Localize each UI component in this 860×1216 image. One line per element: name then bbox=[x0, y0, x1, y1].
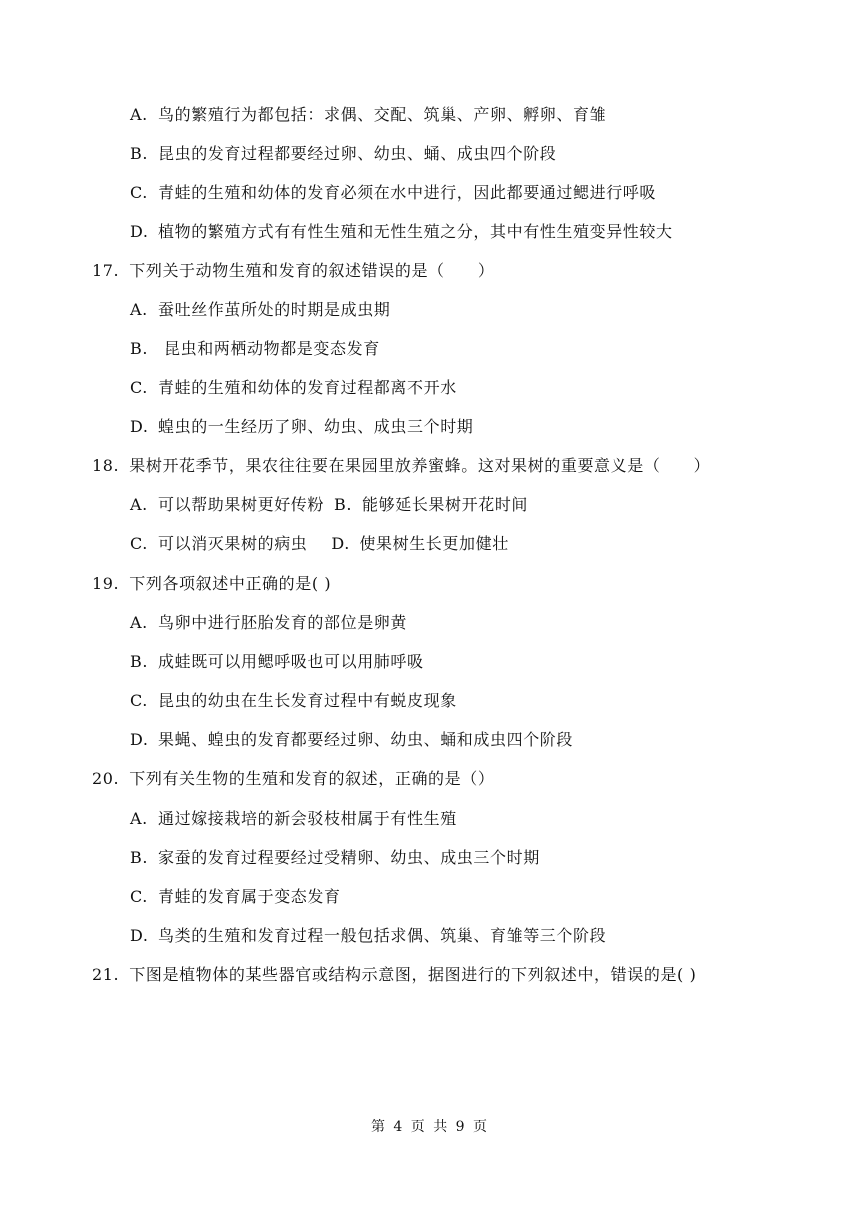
q17-option-b bbox=[130, 338, 380, 360]
option-label: A. bbox=[130, 809, 148, 828]
question-number: 20. bbox=[92, 769, 120, 788]
option-text: 通过嫁接栽培的新会驳枝柑属于有性生殖 bbox=[158, 809, 457, 828]
option-text: 昆虫的幼虫在生长发育过程中有蜕皮现象 bbox=[158, 691, 457, 710]
page-footer: 第 4 页 共 9 页 bbox=[370, 1119, 490, 1135]
option-label: D. bbox=[130, 417, 149, 436]
q20-stem bbox=[92, 768, 494, 790]
q21-stem bbox=[92, 964, 696, 986]
q19-option-d bbox=[130, 729, 573, 751]
option-text: 青蛙的发育属于变态发育 bbox=[158, 887, 341, 906]
option-text: 昆虫和两栖动物都是变态发育 bbox=[164, 339, 380, 358]
option-text: 可以消灭果树的病虫 bbox=[158, 534, 308, 553]
q16-option-a bbox=[130, 104, 606, 126]
q16-option-d bbox=[130, 221, 673, 243]
option-text: 植物的繁殖方式有有性生殖和无性生殖之分，其中有性生殖变异性较大 bbox=[158, 222, 673, 241]
option-label: B. bbox=[334, 495, 353, 514]
question-text: 下列关于动物生殖和发育的叙述错误的是（ ） bbox=[129, 261, 495, 280]
option-label: C. bbox=[130, 534, 148, 553]
option-label: B. bbox=[130, 652, 149, 671]
q18-option-row-2 bbox=[130, 533, 509, 555]
question-number: 18. bbox=[92, 456, 120, 475]
option-text: 成蛙既可以用鳃呼吸也可以用肺呼吸 bbox=[158, 652, 424, 671]
q20-option-d bbox=[130, 925, 606, 947]
option-text: 能够延长果树开花时间 bbox=[362, 495, 529, 514]
option-label: D. bbox=[331, 534, 350, 553]
option-text: 昆虫的发育过程都要经过卵、幼虫、蛹、成虫四个阶段 bbox=[158, 144, 557, 163]
option-text: 使果树生长更加健壮 bbox=[359, 534, 509, 553]
question-number: 17. bbox=[92, 261, 120, 280]
option-text: 果蝇、蝗虫的发育都要经过卵、幼虫、蛹和成虫四个阶段 bbox=[158, 730, 574, 749]
option-label: C. bbox=[130, 183, 148, 202]
option-text: 鸟类的生殖和发育过程一般包括求偶、筑巢、育雏等三个阶段 bbox=[158, 926, 607, 945]
option-label: D. bbox=[130, 926, 149, 945]
option-label: D. bbox=[130, 222, 149, 241]
q18-stem bbox=[92, 455, 710, 477]
option-text: 鸟卵中进行胚胎发育的部位是卵黄 bbox=[158, 613, 408, 632]
q19-option-b bbox=[130, 651, 424, 673]
question-text: 果树开花季节，果农往往要在果园里放养蜜蜂。这对果树的重要意义是（ ） bbox=[129, 456, 711, 475]
question-number: 19. bbox=[92, 574, 120, 593]
question-text: 下列有关生物的生殖和发育的叙述，正确的是（） bbox=[129, 769, 495, 788]
q16-option-b bbox=[130, 143, 556, 165]
question-number: 21. bbox=[92, 965, 120, 984]
option-label: C. bbox=[130, 378, 148, 397]
option-label: A. bbox=[130, 105, 148, 124]
q19-stem bbox=[92, 573, 331, 595]
q17-option-c bbox=[130, 377, 457, 399]
q20-option-a bbox=[130, 808, 457, 830]
option-label: B. bbox=[130, 848, 149, 867]
q20-option-b bbox=[130, 847, 540, 869]
option-text: 鸟的繁殖行为都包括：求偶、交配、筑巢、产卵、孵卵、育雏 bbox=[158, 105, 607, 124]
q17-option-a bbox=[130, 299, 390, 321]
q17-stem bbox=[92, 260, 494, 282]
q18-option-row-1 bbox=[130, 494, 528, 516]
q17-option-d bbox=[130, 416, 473, 438]
option-label: B. bbox=[130, 339, 149, 358]
q19-option-c bbox=[130, 690, 457, 712]
option-label: A. bbox=[130, 495, 148, 514]
option-label: A. bbox=[130, 300, 148, 319]
option-label: B. bbox=[130, 144, 149, 163]
option-text: 蝗虫的一生经历了卵、幼虫、成虫三个时期 bbox=[158, 417, 474, 436]
option-text: 青蛙的生殖和幼体的发育必须在水中进行，因此都要通过鳃进行呼吸 bbox=[158, 183, 657, 202]
q19-option-a bbox=[130, 612, 407, 634]
option-label: C. bbox=[130, 887, 148, 906]
option-text: 蚕吐丝作茧所处的时期是成虫期 bbox=[158, 300, 391, 319]
q20-option-c bbox=[130, 886, 341, 908]
option-text: 青蛙的生殖和幼体的发育过程都离不开水 bbox=[158, 378, 457, 397]
question-text: 下列各项叙述中正确的是( ) bbox=[129, 574, 332, 593]
question-text: 下图是植物体的某些器官或结构示意图，据图进行的下列叙述中，错误的是( ) bbox=[129, 965, 697, 984]
option-label: C. bbox=[130, 691, 148, 710]
option-text: 可以帮助果树更好传粉 bbox=[158, 495, 325, 514]
q16-option-c bbox=[130, 182, 656, 204]
option-text: 家蚕的发育过程要经过受精卵、幼虫、成虫三个时期 bbox=[158, 848, 540, 867]
option-label: A. bbox=[130, 613, 148, 632]
option-label: D. bbox=[130, 730, 149, 749]
